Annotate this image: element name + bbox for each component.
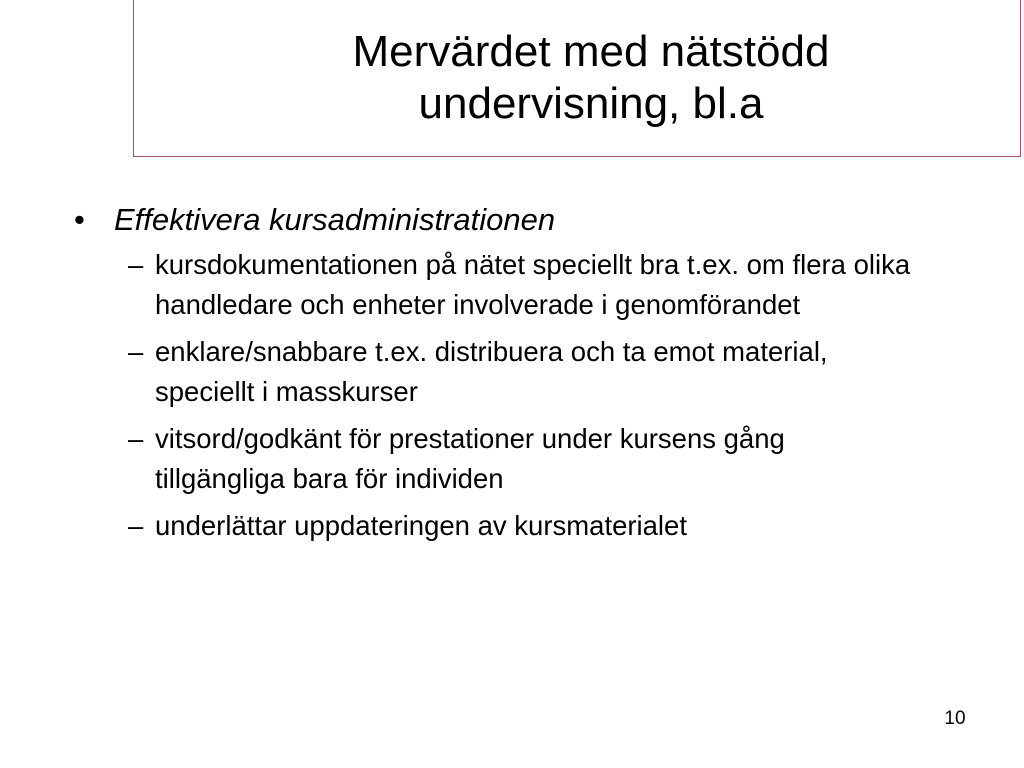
- title-box: [133, 0, 1021, 157]
- sub-bullet-item: [128, 506, 952, 546]
- sub-bullet-item: [128, 245, 952, 325]
- slide-body: [72, 198, 952, 553]
- page-number: 10: [944, 708, 966, 729]
- slide-title: Mervärdet med nätstödd undervisning, bl.a: [352, 27, 830, 128]
- dash-marker: –: [128, 423, 144, 454]
- sub-bullet-text: enklare/snabbare t.ex. distribuera och ta emot material, speciellt i masskurser: [155, 336, 828, 407]
- bullet-marker: •: [74, 202, 85, 237]
- sub-bullet-text: underlättar uppdateringen av kursmaterialet: [155, 510, 687, 541]
- sub-bullet-text: kursdokumentationen på nätet speciellt bra t.ex. om flera olika handledare och enheter involverade i genomförandet: [155, 249, 911, 320]
- sub-bullet-item: [128, 419, 952, 499]
- sub-bullet-item: [128, 332, 952, 412]
- dash-marker: –: [128, 336, 144, 367]
- dash-marker: –: [128, 510, 144, 541]
- bullet-text: Effektivera kursadministrationen: [114, 202, 556, 237]
- dash-marker: –: [128, 249, 144, 280]
- sub-bullet-list: [72, 245, 952, 546]
- sub-bullet-text: vitsord/godkänt för prestationer under kursens gång tillgängliga bara för individen: [155, 423, 785, 494]
- bullet-item: [72, 198, 952, 242]
